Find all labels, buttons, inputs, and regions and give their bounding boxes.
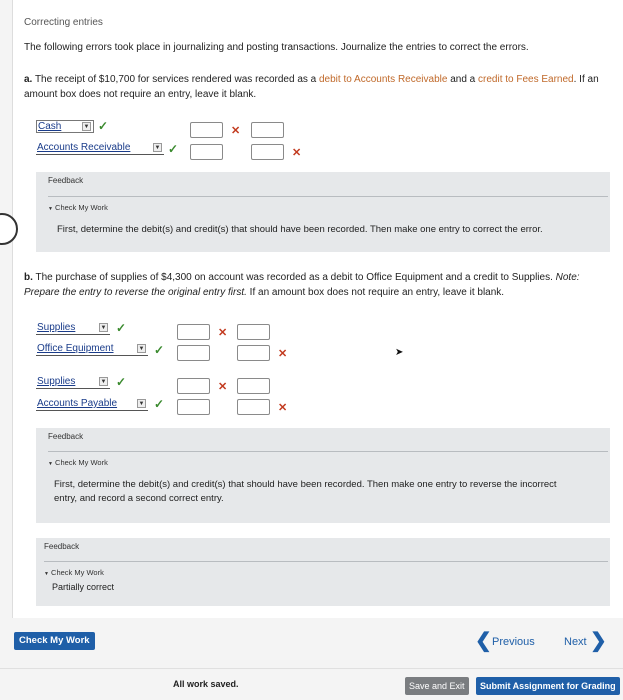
feedback-panel-overall: [36, 538, 610, 606]
part-a-question: [24, 72, 604, 102]
part-a-letter: a.: [24, 74, 33, 85]
check-my-work-toggle-overall[interactable]: [44, 568, 104, 577]
part-b-question: [24, 270, 604, 300]
account-select-b3[interactable]: [36, 376, 110, 389]
account-select-b3-value: Supplies: [37, 376, 76, 387]
part-b-letter: b.: [24, 272, 33, 283]
feedback-result: Partially correct: [52, 582, 115, 592]
part-b-text-1: The purchase of supplies of $4,300 on account was recorded as a debit to Office Equipment and a credit to Supplies.: [35, 272, 556, 283]
account-select-a2-value: Accounts Receivable: [37, 142, 131, 153]
x-icon: ✕: [231, 125, 241, 137]
check-icon: ✓: [98, 119, 109, 133]
x-icon: ✕: [278, 348, 288, 360]
chevron-down-icon: ▼: [154, 145, 161, 151]
check-my-work-toggle-b[interactable]: [48, 458, 108, 467]
credit-amount-b2[interactable]: [237, 345, 270, 361]
save-status: All work saved.: [173, 679, 239, 689]
feedback-text-a: First, determine the debit(s) and credit(s) that should have been recorded. Then make one entry to correct the error.: [57, 224, 543, 235]
debit-amount-b4[interactable]: [177, 399, 210, 415]
x-icon: ✕: [292, 147, 302, 159]
divider: [48, 196, 608, 197]
chevron-down-icon: ▼: [138, 346, 145, 352]
account-select-b4-value: Accounts Payable: [37, 398, 118, 409]
debit-amount-b2[interactable]: [177, 345, 210, 361]
check-icon: ✓: [168, 142, 179, 156]
part-b-note: Note: Prepare the entry to reverse the original entry first.: [24, 272, 580, 298]
part-a-text-1: The receipt of $10,700 for services rendered was recorded as a: [34, 74, 319, 85]
divider: [48, 451, 608, 452]
account-select-a1-value: Cash: [38, 121, 62, 132]
check-icon: ✓: [154, 343, 165, 357]
triangle-down-icon: ▼: [48, 461, 53, 467]
feedback-label-a: Feedback: [48, 176, 84, 185]
account-select-a2[interactable]: [36, 142, 164, 155]
account-select-b1[interactable]: [36, 322, 110, 335]
part-b-text-2: If an amount box does not require an entry, leave it blank.: [246, 287, 505, 298]
feedback-label-b: Feedback: [48, 432, 84, 441]
x-icon: ✕: [218, 327, 228, 339]
part-a-debit-link: debit to Accounts Receivable: [319, 74, 448, 85]
triangle-down-icon: ▼: [48, 206, 53, 212]
account-select-b2[interactable]: [36, 343, 148, 356]
debit-amount-a2[interactable]: [190, 144, 223, 160]
chevron-left-icon[interactable]: ❮: [475, 630, 492, 652]
check-my-work-toggle-a[interactable]: [48, 203, 108, 212]
part-a-text-2: and a: [447, 74, 479, 85]
mouse-cursor-icon: ➤: [395, 347, 404, 358]
check-icon: ✓: [116, 321, 127, 335]
check-my-work-label-a: Check My Work: [55, 203, 108, 212]
check-icon: ✓: [154, 397, 165, 411]
check-my-work-label-overall: Check My Work: [51, 568, 104, 577]
account-select-b1-value: Supplies: [37, 322, 76, 333]
account-select-b2-value: Office Equipment: [37, 343, 114, 354]
next-button[interactable]: Next: [564, 636, 587, 648]
debit-amount-b3[interactable]: [177, 378, 210, 394]
page-title: Correcting entries: [24, 17, 103, 28]
chevron-down-icon: ▼: [83, 124, 90, 130]
triangle-down-icon: ▼: [44, 571, 49, 577]
account-select-a1[interactable]: [36, 120, 94, 133]
chevron-down-icon: ▼: [138, 401, 145, 407]
x-icon: ✕: [218, 381, 228, 393]
submit-assignment-button[interactable]: Submit Assignment for Grading: [476, 677, 620, 695]
credit-amount-b4[interactable]: [237, 399, 270, 415]
previous-button[interactable]: Previous: [492, 636, 535, 648]
debit-amount-a1[interactable]: [190, 122, 223, 138]
feedback-panel-a: [36, 172, 610, 252]
account-select-b4[interactable]: [36, 398, 148, 411]
x-icon: ✕: [278, 402, 288, 414]
credit-amount-a1[interactable]: [251, 122, 284, 138]
part-a-text-3: . If an amount box does not require an entry, leave it blank.: [24, 74, 599, 100]
chevron-right-icon[interactable]: ❯: [590, 630, 607, 652]
feedback-label-overall: Feedback: [44, 542, 80, 551]
chevron-down-icon: ▼: [100, 325, 107, 331]
feedback-text-b: First, determine the debit(s) and credit(s) that should have been recorded. Then make one entry to reverse the incorrect entry, and record a second correct entry.: [54, 479, 557, 504]
feedback-panel-b: [36, 428, 610, 523]
credit-amount-b3[interactable]: [237, 378, 270, 394]
debit-amount-b1[interactable]: [177, 324, 210, 340]
check-my-work-label-b: Check My Work: [55, 458, 108, 467]
credit-amount-a2[interactable]: [251, 144, 284, 160]
credit-amount-b1[interactable]: [237, 324, 270, 340]
intro-text: The following errors took place in journalizing and posting transactions. Journalize the entries to correct the errors.: [24, 42, 529, 53]
save-and-exit-button[interactable]: Save and Exit: [405, 677, 469, 695]
check-my-work-button[interactable]: Check My Work: [14, 632, 95, 650]
chevron-down-icon: ▼: [100, 379, 107, 385]
check-icon: ✓: [116, 375, 127, 389]
divider: [44, 561, 608, 562]
part-a-credit-link: credit to Fees Earned: [478, 74, 574, 85]
